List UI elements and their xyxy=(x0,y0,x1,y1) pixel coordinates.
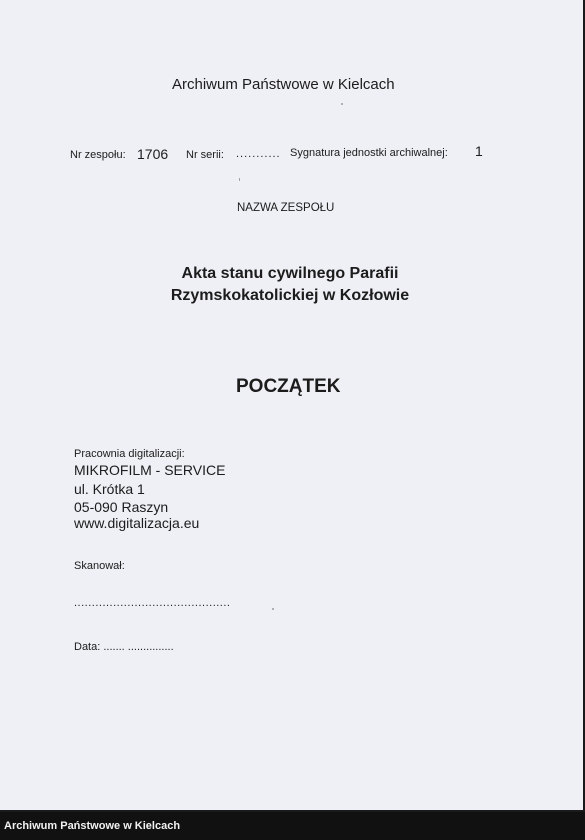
zespol-label: Nr zespołu: xyxy=(70,149,126,161)
lab-street: ul. Krótka 1 xyxy=(74,481,145,497)
nazwa-zespolu-label: NAZWA ZESPOŁU xyxy=(237,202,335,214)
footer-bar xyxy=(0,812,585,840)
scanned-by-label: Skanował: xyxy=(74,560,125,572)
scanned-by-field: ............................................ xyxy=(74,597,231,609)
lab-label: Pracownia digitalizacji: xyxy=(74,448,185,460)
lab-city: 05-090 Raszyn xyxy=(74,499,169,515)
archive-name: Archiwum Państwowe w Kielcach xyxy=(172,76,395,93)
collection-title xyxy=(100,263,480,307)
seria-label: Nr serii: xyxy=(186,149,224,161)
scan-speck xyxy=(272,608,274,610)
date-field: Data: ....... ............... xyxy=(74,641,174,653)
lab-website: www.digitalizacja.eu xyxy=(74,515,200,531)
collection-title-line-2: Rzymskokatolickiej w Kozłowie xyxy=(170,287,410,304)
start-marker: POCZĄTEK xyxy=(236,376,341,397)
sygnatura-label: Sygnatura jednostki archiwalnej: xyxy=(290,147,448,159)
seria-value: ........... xyxy=(236,148,281,160)
scan-speck xyxy=(341,103,343,105)
zespol-value: 1706 xyxy=(137,146,169,162)
lab-name: MIKROFILM - SERVICE xyxy=(74,462,226,478)
footer-archive-name: Archiwum Państwowe w Kielcach xyxy=(4,820,181,832)
sygnatura-value: 1 xyxy=(475,143,483,159)
collection-title-line-1: Akta stanu cywilnego Parafii xyxy=(181,265,399,282)
scan-speck xyxy=(239,178,240,181)
